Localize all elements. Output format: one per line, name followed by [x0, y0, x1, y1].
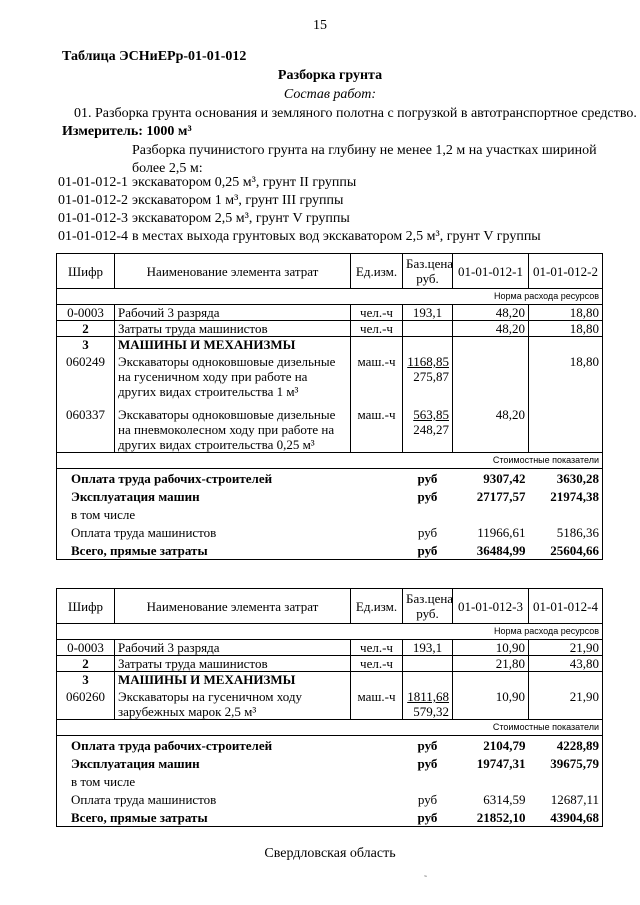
code-id: 01-01-012-2 — [58, 193, 128, 208]
section-title: Разборка грунта — [277, 68, 383, 83]
row-value-1: 21,80 — [453, 656, 529, 672]
row-unit: чел.-ч — [351, 640, 403, 656]
page-number: 15 — [313, 18, 327, 33]
cost-name: Всего, прямые затраты — [57, 541, 403, 560]
cost-row — [57, 736, 603, 755]
row-value-2: 18,80 — [529, 352, 603, 399]
cost-value-2: 3630,28 — [529, 469, 603, 488]
row-base — [403, 352, 453, 399]
cost-row — [57, 505, 603, 523]
header-cipher: Шифр — [57, 254, 115, 289]
header-col2: 01-01-012-2 — [529, 254, 603, 289]
cost-unit: руб — [417, 488, 438, 504]
cost-value-2: 12687,11 — [529, 790, 603, 808]
table-header-row — [57, 254, 603, 289]
group-title: МАШИНЫ И МЕХАНИЗМЫ — [115, 337, 351, 353]
row-base — [403, 399, 453, 453]
cost-label: Стоимостные показатели — [57, 720, 603, 736]
cost-unit: руб — [403, 808, 453, 827]
group-row — [57, 337, 603, 353]
table-row — [57, 687, 603, 720]
table-row — [57, 640, 603, 656]
row-cipher: 060249 — [57, 352, 115, 399]
row-cipher: 060260 — [57, 687, 115, 720]
row-value-2: 18,80 — [529, 321, 603, 337]
row-value-1: 10,90 — [453, 687, 529, 720]
base-price-top: 1168,85 — [407, 354, 449, 369]
cost-value-1: 27177,57 — [476, 488, 526, 504]
cost-value-1: 9307,42 — [483, 470, 526, 486]
header-base-price: Баз.цена руб. — [403, 254, 453, 289]
norm-label: Норма расхода ресурсов — [57, 624, 603, 640]
group-row — [57, 672, 603, 688]
cost-label-row — [57, 453, 603, 469]
cost-unit: руб — [403, 541, 453, 560]
row-name: Экскаваторы на гусеничном ходу зарубежных марок 2,5 м³ — [115, 687, 351, 720]
header-cipher: Шифр — [57, 589, 115, 624]
cost-value-1: 19747,31 — [476, 755, 526, 771]
header-name: Наименование элемента затрат — [115, 254, 351, 289]
cost-value-1: 36484,99 — [453, 541, 529, 560]
cost-unit: руб — [417, 791, 438, 807]
resource-table-2 — [56, 588, 603, 827]
measurer: Измеритель: 1000 м³ — [62, 124, 192, 139]
cost-unit: руб — [417, 470, 438, 486]
table-title: Таблица ЭСНиЕРр-01-01-012 — [62, 49, 247, 64]
row-name: Затраты труда машинистов — [115, 656, 351, 672]
norm-label-row — [57, 289, 603, 305]
row-base — [403, 656, 453, 672]
header-unit: Ед.изм. — [351, 589, 403, 624]
cost-label: Стоимостные показатели — [57, 453, 603, 469]
table-row — [57, 321, 603, 337]
cost-value-1 — [453, 772, 529, 790]
row-name: Экскаваторы одноковшовые дизельные на пневмоколесном ходу при работе на других видах строительства 0,25 м³ — [115, 399, 351, 453]
row-value-2: 21,90 — [529, 640, 603, 656]
cost-value-1: 6314,59 — [483, 791, 526, 807]
cost-unit: руб — [417, 524, 438, 540]
cost-value-2: 21974,38 — [529, 487, 603, 505]
row-cipher: 2 — [57, 321, 115, 337]
row-value-1: 10,90 — [453, 640, 529, 656]
row-unit: чел.-ч — [351, 305, 403, 321]
resource-table-1 — [56, 253, 603, 560]
section-subtitle: Состав работ: — [283, 87, 377, 102]
header-col2: 01-01-012-4 — [529, 589, 603, 624]
cost-unit: руб — [417, 755, 438, 771]
cost-name: Эксплуатация машин — [57, 754, 403, 772]
row-value-1: 48,20 — [453, 305, 529, 321]
cost-row — [57, 772, 603, 790]
cost-row — [57, 523, 603, 541]
group-title: МАШИНЫ И МЕХАНИЗМЫ — [115, 672, 351, 688]
norm-label: Норма расхода ресурсов — [57, 289, 603, 305]
cost-unit — [403, 505, 453, 523]
row-base: 193,1 — [403, 305, 453, 321]
code-id: 01-01-012-4 — [58, 229, 128, 244]
cost-name: Оплата труда рабочих-строителей — [57, 469, 403, 488]
code-id: 01-01-012-1 — [58, 175, 128, 190]
header-col1: 01-01-012-1 — [453, 254, 529, 289]
row-unit: чел.-ч — [351, 321, 403, 337]
row-name: Экскаваторы одноковшовые дизельные на гусеничном ходу при работе на других видах строительства 1 м³ — [115, 352, 351, 399]
cost-value-2 — [529, 505, 603, 523]
row-value-2: 18,80 — [529, 305, 603, 321]
row-name: Рабочий 3 разряда — [115, 305, 351, 321]
cost-unit — [403, 772, 453, 790]
table-row — [57, 399, 603, 453]
row-cipher: 0-0003 — [57, 305, 115, 321]
row-value-2 — [529, 399, 603, 453]
base-price-bottom: 275,87 — [413, 369, 449, 384]
cost-value-1: 11966,61 — [477, 524, 526, 540]
row-base — [403, 687, 453, 720]
cost-row — [57, 487, 603, 505]
cost-value-2: 43904,68 — [529, 808, 603, 827]
row-cipher: 0-0003 — [57, 640, 115, 656]
cost-name: Оплата труда машинистов — [57, 523, 403, 541]
intro-text: Разборка пучинистого грунта на глубину не менее 1,2 м на участках шириной более 2,5 м: — [132, 143, 597, 176]
code-row — [54, 211, 350, 227]
base-price-top: 563,85 — [413, 407, 449, 422]
group-number: 3 — [57, 337, 115, 353]
row-unit: маш.-ч — [351, 352, 403, 399]
footer-region: Свердловская область — [264, 846, 396, 861]
row-value-2: 43,80 — [529, 656, 603, 672]
table-row — [57, 352, 603, 399]
row-cipher: 060337 — [57, 399, 115, 453]
base-price-bottom: 248,27 — [413, 422, 449, 437]
norm-label-row — [57, 624, 603, 640]
cost-unit: руб — [417, 737, 438, 753]
cost-value-2 — [529, 772, 603, 790]
code-text: экскаватором 0,25 м³, грунт II группы — [132, 175, 357, 190]
work-item: 01. Разборка грунта основания и земляного полотна с погрузкой в автотранспортное средство. — [74, 106, 637, 121]
header-base-price: Баз.цена руб. — [403, 589, 453, 624]
header-name: Наименование элемента затрат — [115, 589, 351, 624]
cost-value-1: 21852,10 — [453, 808, 529, 827]
row-base: 193,1 — [403, 640, 453, 656]
base-price-bottom: 579,32 — [413, 704, 449, 719]
cost-value-1 — [453, 505, 529, 523]
row-name: Рабочий 3 разряда — [115, 640, 351, 656]
code-text: экскаватором 2,5 м³, грунт V группы — [132, 211, 350, 226]
row-value-1: 48,20 — [453, 321, 529, 337]
cost-label-row — [57, 720, 603, 736]
scan-mark: ˜ — [424, 874, 427, 884]
cost-name: Оплата труда рабочих-строителей — [57, 736, 403, 755]
header-unit: Ед.изм. — [351, 254, 403, 289]
row-unit: чел.-ч — [351, 656, 403, 672]
table-row — [57, 305, 603, 321]
row-value-1 — [453, 352, 529, 399]
row-value-2: 21,90 — [529, 687, 603, 720]
base-price-top: 1811,68 — [407, 689, 449, 704]
code-text: в местах выхода грунтовых вод экскаватором 2,5 м³, грунт V группы — [132, 229, 541, 244]
code-text: экскаватором 1 м³, грунт III группы — [132, 193, 344, 208]
cost-row — [57, 469, 603, 488]
row-unit: маш.-ч — [351, 399, 403, 453]
header-col1: 01-01-012-3 — [453, 589, 529, 624]
cost-value-2: 39675,79 — [529, 754, 603, 772]
row-value-1: 48,20 — [453, 399, 529, 453]
code-row — [54, 229, 541, 245]
cost-name: в том числе — [57, 505, 403, 523]
row-unit: маш.-ч — [351, 687, 403, 720]
cost-row — [57, 808, 603, 827]
cost-value-2: 4228,89 — [529, 736, 603, 755]
table-header-row — [57, 589, 603, 624]
group-number: 3 — [57, 672, 115, 688]
cost-name: Всего, прямые затраты — [57, 808, 403, 827]
code-row — [54, 193, 343, 209]
row-cipher: 2 — [57, 656, 115, 672]
cost-row — [57, 541, 603, 560]
cost-value-1: 2104,79 — [483, 737, 526, 753]
code-id: 01-01-012-3 — [58, 211, 128, 226]
cost-name: Эксплуатация машин — [57, 487, 403, 505]
row-base — [403, 321, 453, 337]
row-name: Затраты труда машинистов — [115, 321, 351, 337]
cost-name: Оплата труда машинистов — [57, 790, 403, 808]
cost-row — [57, 754, 603, 772]
cost-row — [57, 790, 603, 808]
cost-value-2: 5186,36 — [529, 523, 603, 541]
cost-name: в том числе — [57, 772, 403, 790]
table-row — [57, 656, 603, 672]
cost-value-2: 25604,66 — [529, 541, 603, 560]
code-row — [54, 175, 356, 191]
